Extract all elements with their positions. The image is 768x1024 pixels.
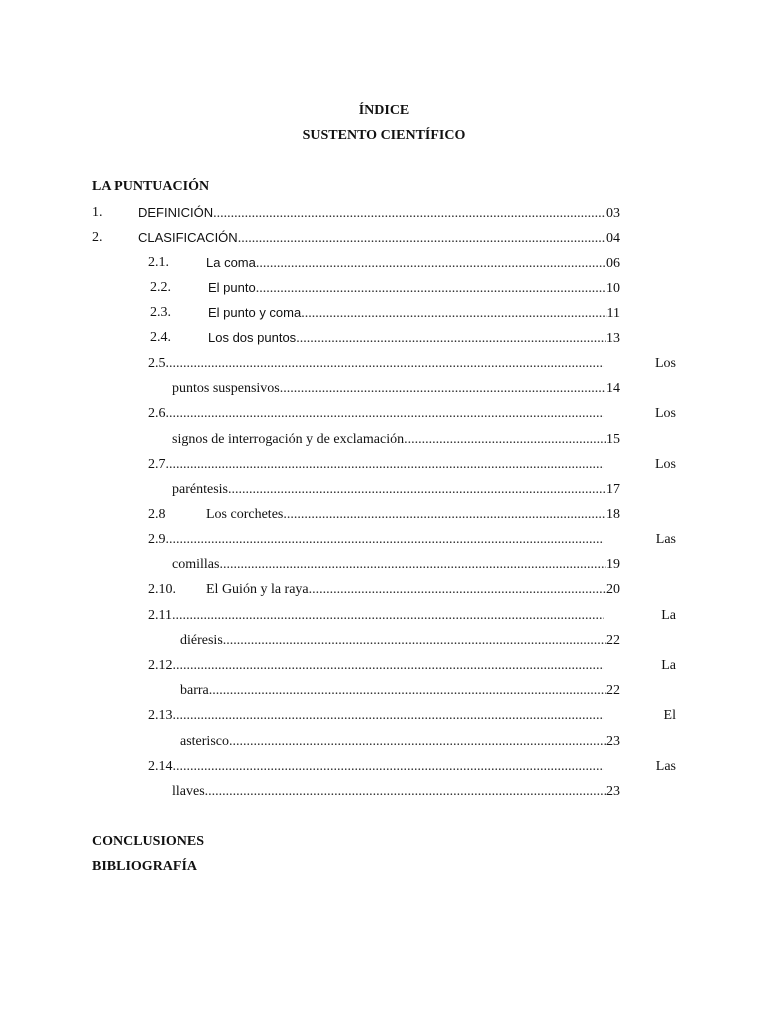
toc-entry [208, 304, 620, 323]
toc-entry [172, 556, 620, 574]
page-number: 19 [606, 557, 620, 572]
entry-number: 2.7 [148, 457, 166, 472]
toc-entry-head [148, 707, 604, 725]
dot-leader [309, 581, 606, 599]
entry-number: 2.9 [148, 532, 166, 547]
entry-label: comillas [172, 557, 220, 572]
toc-entry-head [148, 531, 604, 549]
toc-entry [180, 733, 620, 751]
entry-number: 2.10. [148, 582, 176, 597]
toc-entry [206, 581, 620, 599]
dot-leader [256, 280, 606, 298]
entry-number: 2.2. [150, 280, 171, 295]
entry-label: CLASIFICACIÓN [138, 230, 238, 245]
toc-entry-head [148, 758, 604, 776]
bibliography-heading: BIBLIOGRAFÍA [92, 859, 198, 874]
page-number: 22 [606, 683, 620, 698]
conclusions-heading: CONCLUSIONES [92, 834, 205, 849]
entry-number: 2.6 [148, 406, 166, 421]
dot-leader [296, 330, 606, 348]
entry-number: 2.14 [148, 759, 173, 774]
dot-leader [166, 456, 605, 474]
dot-leader [173, 758, 605, 776]
entry-label: diéresis [180, 633, 223, 648]
entry-label: El Guión y la raya [206, 582, 309, 597]
page-number: 23 [606, 734, 620, 749]
entry-number: 2.8 [148, 507, 166, 522]
toc-entry [180, 682, 620, 700]
page-number: 20 [606, 582, 620, 597]
dot-leader [404, 431, 606, 449]
entry-word: Las [655, 532, 676, 547]
dot-leader [166, 355, 605, 373]
entry-label: DEFINICIÓN [138, 205, 214, 220]
page-number: 04 [606, 231, 620, 246]
section-heading: LA PUNTUACIÓN [92, 179, 210, 194]
entry-number: 2. [92, 230, 103, 245]
entry-number: 2.13 [148, 708, 173, 723]
entry-word: Los [655, 406, 676, 421]
page-number: 10 [606, 281, 620, 296]
entry-label: signos de interrogación y de exclamación [172, 432, 405, 447]
dot-leader [173, 657, 605, 675]
entry-label: El punto y coma [208, 305, 302, 320]
dot-leader [280, 380, 606, 398]
dot-leader [283, 506, 606, 524]
entry-number: 2.1. [148, 255, 169, 270]
toc-entry-head [148, 657, 604, 675]
page-number: 14 [606, 381, 620, 396]
entry-number: 1. [92, 205, 103, 220]
dot-leader [173, 707, 605, 725]
entry-number: 2.3. [150, 305, 171, 320]
dot-leader [301, 305, 606, 323]
page-number: 17 [606, 482, 620, 497]
page-number: 13 [606, 331, 620, 346]
dot-leader [219, 556, 606, 574]
entry-label: llaves [172, 784, 205, 799]
dot-leader [256, 255, 606, 273]
entry-label: paréntesis [172, 482, 228, 497]
toc-entry [208, 329, 620, 348]
entry-word: Las [655, 759, 676, 774]
dot-leader [213, 205, 606, 223]
dot-leader [205, 783, 606, 801]
dot-leader [238, 230, 606, 248]
entry-number: 2.4. [150, 330, 171, 345]
entry-number: 2.5 [148, 356, 166, 371]
toc-entry [172, 481, 620, 499]
toc-entry [172, 380, 620, 398]
toc-entry-head [148, 405, 604, 423]
page-number: 23 [606, 784, 620, 799]
entry-word: La [661, 608, 676, 623]
toc-entry [208, 279, 620, 298]
page-number: 11 [606, 306, 620, 321]
toc-entry [172, 783, 620, 801]
entry-number: 2.12 [148, 658, 173, 673]
page-number: 18 [606, 507, 620, 522]
index-subtitle: SUSTENTO CIENTÍFICO [302, 128, 466, 143]
toc-entry-head [148, 607, 604, 625]
entry-word: La [661, 658, 676, 673]
toc-entry [206, 506, 620, 524]
toc-entry [172, 431, 620, 449]
entry-word: Los [655, 457, 676, 472]
dot-leader [229, 733, 606, 751]
dot-leader [166, 531, 605, 549]
entry-label: La coma [206, 255, 256, 270]
entry-word: El [663, 708, 676, 723]
toc-entry [138, 204, 620, 223]
entry-label: El punto [208, 280, 256, 295]
page-number: 15 [606, 432, 620, 447]
entry-word: Los [655, 356, 676, 371]
dot-leader [172, 607, 604, 625]
toc-entry [138, 229, 620, 248]
page-number: 22 [606, 633, 620, 648]
entry-label: barra [180, 683, 209, 698]
toc-entry [206, 254, 620, 273]
dot-leader [228, 481, 606, 499]
entry-label: Los corchetes [206, 507, 284, 522]
entry-label: asterisco [180, 734, 229, 749]
entry-label: puntos suspensivos [172, 381, 280, 396]
toc-entry-head [148, 355, 604, 373]
page-number: 06 [606, 256, 620, 271]
entry-label: Los dos puntos [208, 330, 297, 345]
dot-leader [209, 682, 606, 700]
dot-leader [223, 632, 606, 650]
dot-leader [166, 405, 605, 423]
toc-entry-head [148, 456, 604, 474]
index-title: ÍNDICE [358, 103, 410, 118]
toc-entry [180, 632, 620, 650]
page-number: 03 [606, 206, 620, 221]
entry-number: 2.11 [148, 608, 172, 623]
